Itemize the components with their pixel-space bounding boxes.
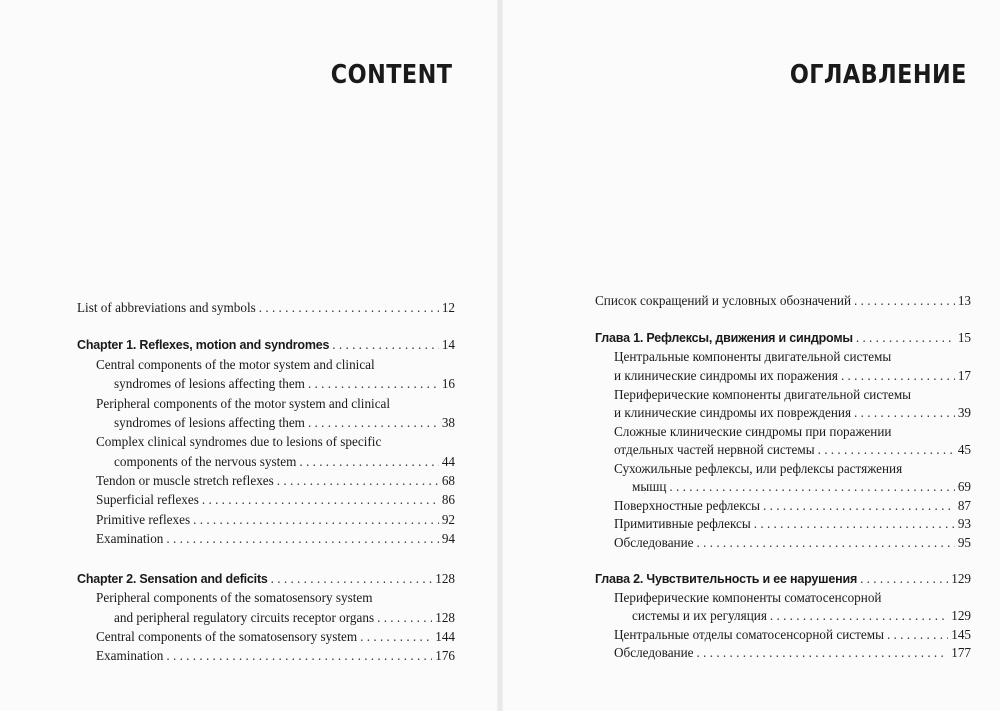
toc-entry-page: 38	[441, 415, 455, 430]
toc-entry-title: Обследование	[614, 645, 694, 660]
toc-chapter-title: Chapter 2. Sensation and deficits	[77, 572, 268, 586]
toc-entry-page: 13	[957, 293, 971, 308]
toc-entry[interactable]	[96, 511, 455, 529]
toc-entry-line1[interactable]: Peripheral components of the motor system and clinical	[96, 396, 391, 411]
dot-leader	[377, 609, 432, 627]
toc-entry-page: 94	[441, 531, 455, 546]
toc-entry-title: components of the nervous system	[114, 454, 297, 469]
toc-entry-title: Обследование	[614, 535, 694, 550]
dot-leader	[360, 628, 432, 646]
toc-entry[interactable]	[96, 530, 455, 548]
toc-entry-line1[interactable]: Central components of the motor system and clinical	[96, 357, 375, 372]
dot-leader	[332, 336, 439, 354]
toc-chapter[interactable]	[77, 336, 455, 354]
toc-entry-title: и клинические синдромы их поражения	[614, 368, 838, 383]
toc-entry-title: мышц	[632, 479, 667, 494]
toc-entry[interactable]	[595, 292, 971, 310]
dot-leader	[854, 404, 955, 422]
toc-entry-page: 92	[441, 512, 455, 527]
toc-chapter[interactable]	[595, 329, 971, 347]
toc-chapter-title: Chapter 1. Reflexes, motion and syndromes	[77, 338, 330, 352]
dot-leader	[854, 292, 955, 310]
toc-entry[interactable]	[114, 453, 455, 471]
toc-entry-title: and peripheral regulatory circuits receptor organs	[114, 610, 375, 625]
toc-entry-page: 129	[951, 608, 971, 623]
toc-entry-line1[interactable]: Сложные клинические синдромы при поражении	[614, 424, 892, 439]
dot-leader	[259, 299, 439, 317]
toc-chapter-title: Глава 2. Чувствительность и ее нарушения	[595, 572, 858, 586]
toc-entry-page: 15	[957, 330, 971, 345]
dot-leader	[308, 414, 439, 432]
toc-entry-page: 177	[951, 645, 971, 660]
toc-entry-title: Central components of the somatosensory system	[96, 629, 358, 644]
toc-entry-title: syndromes of lesions affecting them	[114, 415, 305, 430]
dot-leader	[770, 607, 948, 625]
toc-entry-page: 144	[435, 629, 455, 644]
toc-entry[interactable]	[96, 472, 455, 490]
toc-entry-title: Примитивные рефлексы	[614, 516, 751, 531]
toc-entry[interactable]	[96, 647, 455, 665]
toc-entry-page: 87	[957, 498, 971, 513]
toc-entry-page: 128	[435, 610, 455, 625]
dot-leader	[818, 441, 955, 459]
toc-entry[interactable]	[614, 367, 971, 385]
toc-entry-page: 68	[441, 473, 455, 488]
toc-entry[interactable]	[77, 299, 455, 317]
toc-chapter[interactable]	[595, 570, 971, 588]
toc-entry-page: 145	[951, 627, 971, 642]
toc-entry-page: 12	[441, 300, 455, 315]
dot-leader	[856, 329, 955, 347]
toc-entry-page: 128	[435, 571, 455, 586]
toc-entry-line1[interactable]: Периферические компоненты соматосенсорной	[614, 590, 882, 605]
toc-entry-line1[interactable]: Периферические компоненты двигательной системы	[614, 387, 912, 402]
toc-entry-title: Список сокращений и условных обозначений	[595, 293, 851, 308]
dot-leader	[763, 497, 955, 515]
toc-entry-page: 129	[951, 571, 971, 586]
toc-entry[interactable]	[114, 414, 455, 432]
toc-chapter[interactable]	[77, 570, 455, 588]
right-page	[503, 0, 1000, 711]
toc-chapter-title: Глава 1. Рефлексы, движения и синдромы	[595, 331, 853, 345]
dot-leader	[166, 647, 432, 665]
toc-entry-page: 17	[957, 368, 971, 383]
toc-entry[interactable]	[614, 497, 971, 515]
toc-entry[interactable]	[614, 441, 971, 459]
toc-entry-title: List of abbreviations and symbols	[77, 300, 256, 315]
toc-entry-page: 16	[441, 376, 455, 391]
toc-entry[interactable]	[614, 644, 971, 662]
toc-entry-line1[interactable]: Центральные компоненты двигательной системы	[614, 349, 892, 364]
toc-entry-line1[interactable]: Complex clinical syndromes due to lesions of specific	[96, 434, 382, 449]
dot-leader	[697, 534, 955, 552]
toc-entry-title: Поверхностные рефлексы	[614, 498, 761, 513]
toc-entry[interactable]	[614, 404, 971, 422]
toc-entry-page: 93	[957, 516, 971, 531]
dot-leader	[697, 644, 949, 662]
dot-leader	[193, 511, 439, 529]
dot-leader	[271, 570, 433, 588]
toc-entry[interactable]	[614, 534, 971, 552]
dot-leader	[669, 478, 954, 496]
dot-leader	[166, 530, 438, 548]
toc-entry-title: системы и их регуляция	[632, 608, 767, 623]
toc-entry[interactable]	[614, 515, 971, 533]
toc-entry[interactable]	[114, 609, 455, 627]
toc-entry-page: 45	[957, 442, 971, 457]
toc-entry-title: syndromes of lesions affecting them	[114, 376, 305, 391]
toc-entry-page: 14	[441, 337, 455, 352]
toc-entry-title: Examination	[96, 648, 164, 663]
toc-entry-page: 39	[957, 405, 971, 420]
toc-entry-page: 44	[441, 454, 455, 469]
page-title: CONTENT	[330, 60, 452, 90]
dot-leader	[202, 491, 439, 509]
toc-entry-title: Superficial reflexes	[96, 492, 199, 507]
dot-leader	[308, 375, 439, 393]
left-page	[0, 0, 497, 711]
dot-leader	[887, 626, 948, 644]
toc-entry-title: Центральные отделы соматосенсорной системы	[614, 627, 884, 642]
page-title: ОГЛАВЛЕНИЕ	[789, 60, 967, 90]
toc-entry-title: Primitive reflexes	[96, 512, 191, 527]
toc-entry-page: 69	[957, 479, 971, 494]
toc-entry-title: Examination	[96, 531, 164, 546]
toc-entry-title: и клинические синдромы их повреждения	[614, 405, 852, 420]
dot-leader	[860, 570, 948, 588]
dot-leader	[299, 453, 438, 471]
toc-entry-page: 86	[441, 492, 455, 507]
toc-entry[interactable]	[114, 375, 455, 393]
toc-entry[interactable]	[96, 628, 455, 646]
toc-entry[interactable]	[632, 478, 971, 496]
dot-leader	[754, 515, 955, 533]
dot-leader	[277, 472, 439, 490]
toc-entry-line1[interactable]: Сухожильные рефлексы, или рефлексы растяжения	[614, 461, 903, 476]
toc-entry-title: Tendon or muscle stretch reflexes	[96, 473, 274, 488]
toc-entry[interactable]	[614, 626, 971, 644]
dot-leader	[841, 367, 955, 385]
toc-entry-title: отдельных частей нервной системы	[614, 442, 815, 457]
toc-entry-page: 95	[957, 535, 971, 550]
toc-entry[interactable]	[96, 491, 455, 509]
toc-entry-page: 176	[435, 648, 455, 663]
toc-entry-line1[interactable]: Peripheral components of the somatosensory system	[96, 590, 373, 605]
toc-entry[interactable]	[632, 607, 971, 625]
